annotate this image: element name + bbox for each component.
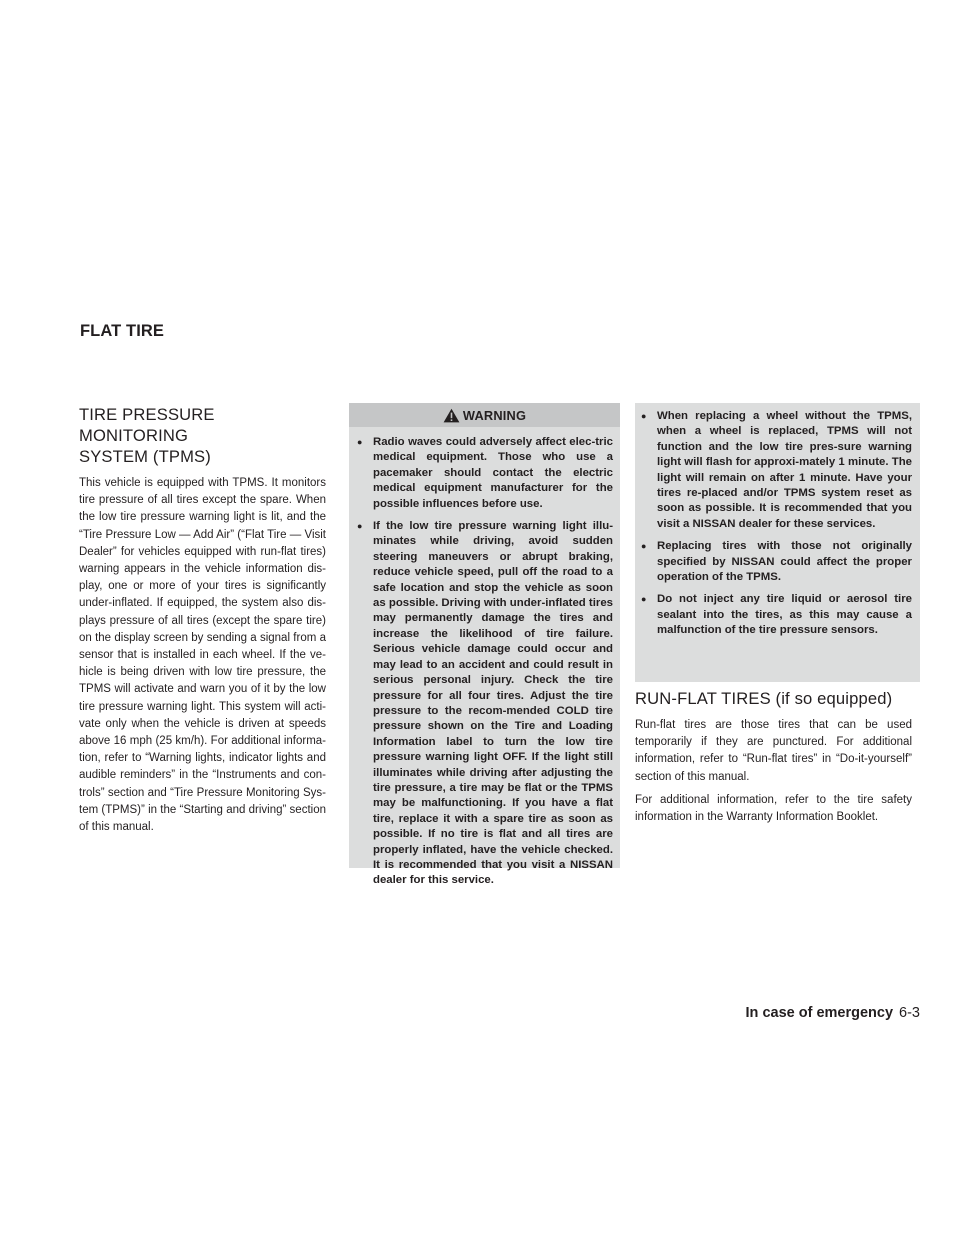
bullet-icon: ● xyxy=(641,594,647,605)
tpms-heading xyxy=(79,404,326,467)
warning-triangle-icon xyxy=(443,408,460,423)
bullet-icon: ● xyxy=(357,437,363,447)
tpms-section xyxy=(79,404,326,842)
bullet-icon: ● xyxy=(641,541,647,552)
warning-item xyxy=(357,435,613,512)
runflat-paragraph-1: Run-flat tires are those tires that can be used temporarily if they are punctured. For additional information, refer to “Run-flat tires” in “Do-it-yourself” section of this manual. xyxy=(635,719,912,783)
page-footer xyxy=(746,1005,920,1021)
warning-header xyxy=(349,403,620,427)
warning-item-text: If the low tire pressure warning light illu-minates while driving, avoid sudden steering maneuvers or abrupt braking, reduce vehicle speed, pull off the road to a safe location and stop the vehicle as soon as possible. Driving with under-inflated tires may permanently damage the tires and increase the likelihood of tire failure. Serious vehicle damage could occur and may lead to an accident and could result in serious personal injury. Check the tire pressure for all four tires. Adjust the tire pressure to the recom-mended COLD tire pressure shown on the Tire and Loading Information label to turn the low tire pressure warning light OFF. If the light still illuminates while driving after adjusting the tire pressure, a tire may be flat or the TPMS may be malfunctioning. If you have a flat tire, replace it with a spare tire as soon as possible. If no tire is flat and all tires are properly inflated, have the vehicle checked. It is recommended that you visit a NISSAN dealer for this service. xyxy=(373,520,613,887)
runflat-heading: RUN-FLAT TIRES (if so equipped) xyxy=(635,689,893,708)
warning-item-text: Replacing tires with those not originally specified by NISSAN could affect the proper operation of the TPMS. xyxy=(657,540,912,584)
warning-list xyxy=(349,427,620,889)
runflat-paragraph-2: For additional information, refer to the tire safety information in the Warranty Information Booklet. xyxy=(635,793,912,824)
warning-title: WARNING xyxy=(462,407,527,423)
bullet-icon: ● xyxy=(357,521,363,532)
tpms-body: This vehicle is equipped with TPMS. It monitors tire pressure of all tires except the spare. When the low tire pressure warning light is lit, and the “Tire Pressure Low — Add Air” (“Flat Tire — Visit Dealer” for vehicles equipped with run-flat tires) warning appears in the vehicle information dis-play, one or more of your tires is significantly under-inflated. If equipped, the system also dis-plays pressure of all tires (except the spare tire) on the display screen by sending a signal from a sensor that is installed in each wheel. If the ve-hicle is being driven with low tire pressure, the TPMS will activate and warn you of it by the low tire pressure warning light. This system will acti-vate only when the vehicle is driven at speeds above 16 mph (25 km/h). For additional informa-tion, refer to “Warning lights, indicator lights and audible reminders” in the “Instruments and con-trols” section and “Tire Pressure Monitoring Sys-tem (TPMS)” in the “Starting and driving” section of this manual. xyxy=(79,477,326,834)
warning-box xyxy=(349,403,620,887)
page-number: 6-3 xyxy=(899,1005,920,1021)
warning-item xyxy=(641,539,912,585)
runflat-section xyxy=(635,688,912,832)
bullet-icon: ● xyxy=(641,411,647,421)
tpms-heading-line2: SYSTEM (TPMS) xyxy=(79,447,211,466)
warning-item-text: When replacing a wheel without the TPMS, when a wheel is replaced, TPMS will not function and the low tire pres-sure warning light will flash for approxi-mately 1 minute. The light will remain on after 1 minute. Have your tires re-placed and/or TPMS system reset as soon as possible. It is recommended that you visit a NISSAN dealer for these services. xyxy=(657,410,912,530)
warning-list-continued xyxy=(635,403,920,639)
tpms-heading-line1: TIRE PRESSURE MONITORING xyxy=(79,405,215,445)
warning-item xyxy=(641,592,912,638)
warning-item-text: Do not inject any tire liquid or aerosol tire sealant into the tires, as this may cause a malfunction of the tire pressure sensors. xyxy=(657,593,912,637)
warning-item xyxy=(641,409,912,532)
footer-section-name: In case of emergency xyxy=(745,1005,894,1021)
warning-box-continued xyxy=(635,403,920,682)
warning-item-text: Radio waves could adversely affect elec-tric medical equipment. Those who use a pacemaker should contact the electric medical equipment manufacturer for the possible influences before use. xyxy=(373,436,613,510)
section-title: FLAT TIRE xyxy=(80,322,164,340)
warning-item xyxy=(357,519,613,889)
